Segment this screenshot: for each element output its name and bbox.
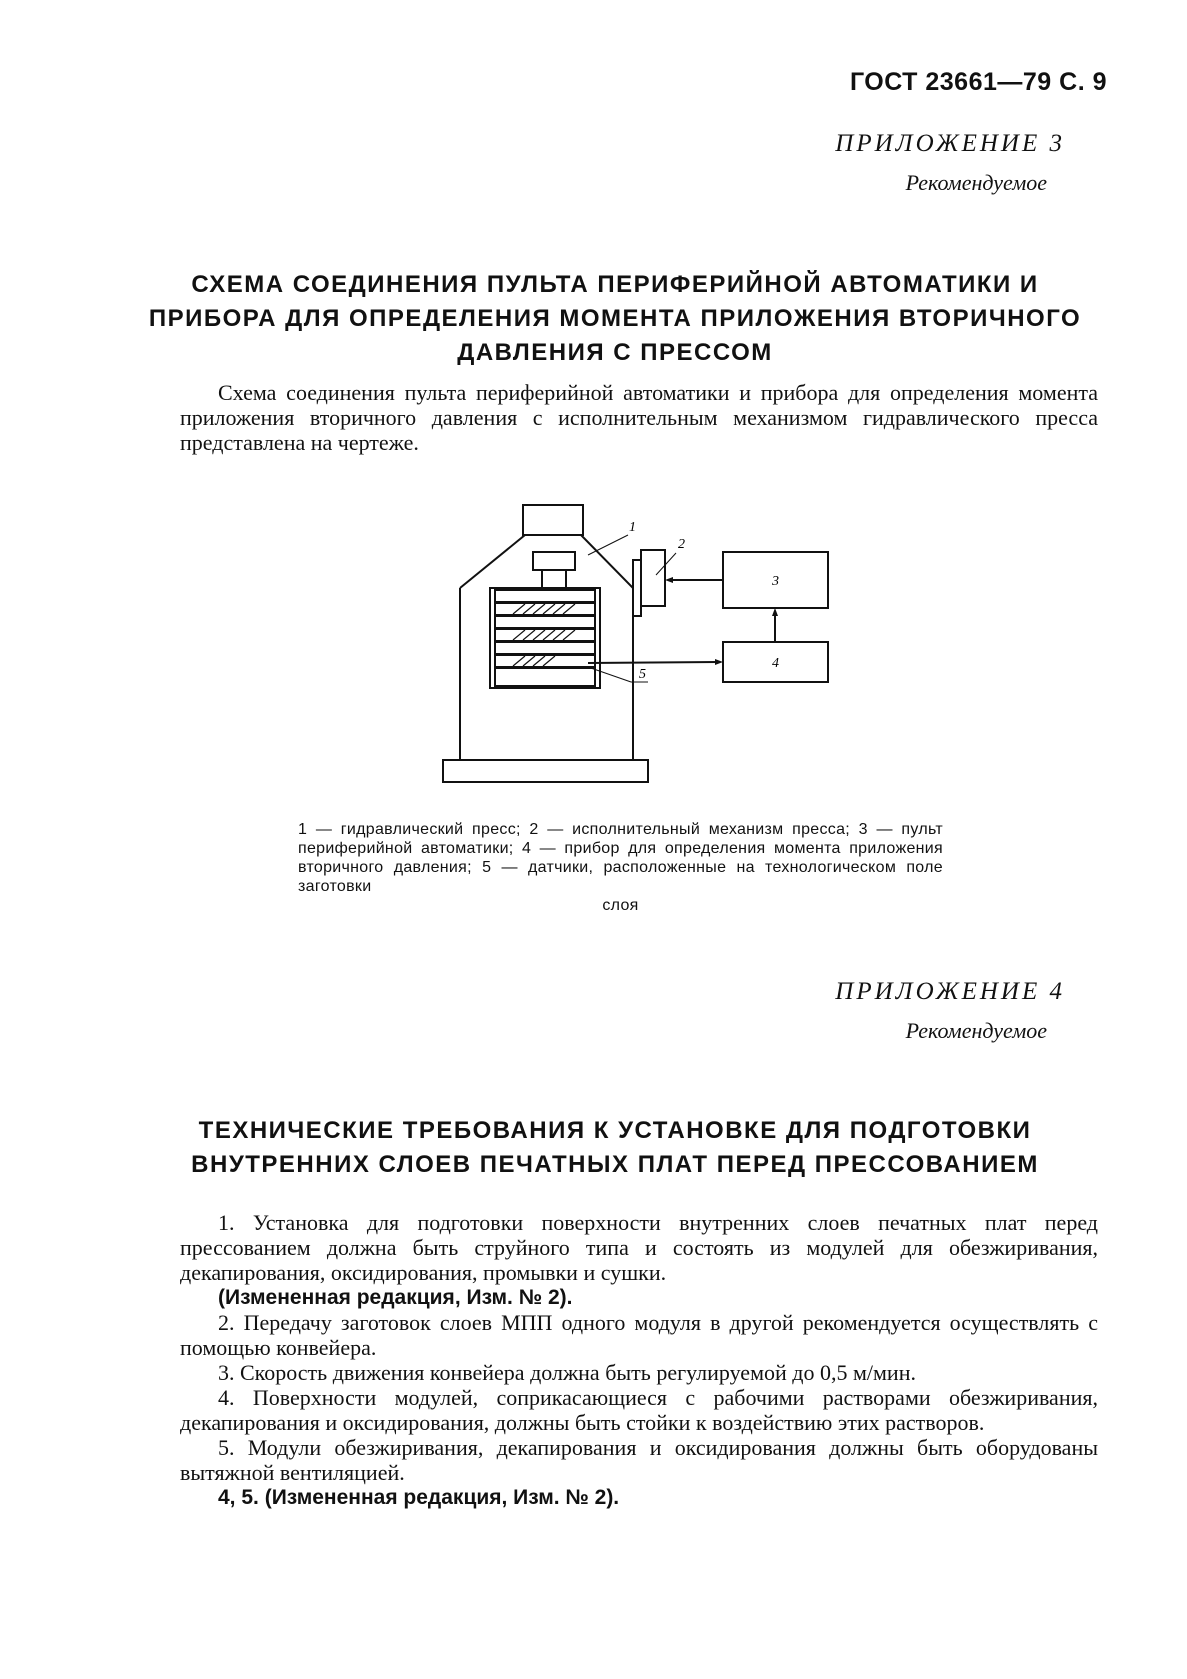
appendix-4-status: Рекомендуемое	[905, 1018, 1047, 1043]
appendix-3-label: ПРИЛОЖЕНИЕ 3	[835, 130, 1065, 157]
hatching	[513, 604, 575, 666]
appendix-4-title-line: ТЕХНИЧЕСКИЕ ТРЕБОВАНИЯ К УСТАНОВКЕ ДЛЯ ПОДГОТОВКИ	[198, 1117, 1032, 1144]
leader-1	[588, 535, 628, 555]
label-3: 3	[772, 574, 779, 589]
requirement-item: 5. Модули обезжиривания, декапирования и оксидирования должны быть оборудованы вытяжной вентиляцией.	[180, 1435, 1098, 1485]
press-connection-diagram	[438, 500, 838, 800]
actuator-mechanism	[641, 550, 665, 606]
arrow-5-to-4	[588, 662, 719, 663]
caption-text: 1 — гидравлический пресс; 2 — исполнительный механизм пресса; 3 — пульт периферийной автоматики; 4 — прибор для определения момента приложения вторичного давления; 5 — датчики, расположенные на технологическом поле заготовки	[298, 821, 943, 895]
paragraph: Схема соединения пульта периферийной автоматики и прибора для определения момента приложения вторичного давления с исполнительным механизмом гидравлического пресса представлена на чертеже.	[180, 380, 1098, 455]
appendix-4-title-line: ВНУТРЕННИХ СЛОЕВ ПЕЧАТНЫХ ПЛАТ ПЕРЕД ПРЕССОВАНИЕМ	[191, 1151, 1039, 1178]
requirement-item: 2. Передачу заготовок слоев МПП одного модуля в другой рекомендуется осуществлять с помощью конвейера.	[180, 1310, 1098, 1360]
label-4: 4	[772, 656, 779, 671]
appendix-3-title-line: ПРИБОРА ДЛЯ ОПРЕДЕЛЕНИЯ МОМЕНТА ПРИЛОЖЕНИЯ ВТОРИЧНОГО	[148, 305, 1082, 332]
label-1: 1	[629, 520, 636, 535]
hydraulic-press	[443, 505, 648, 782]
page-header: ГОСТ 23661—79 С. 9	[849, 68, 1107, 96]
label-2: 2	[678, 537, 685, 552]
appendix-4-body	[180, 1210, 1098, 1510]
actuator-rod	[633, 560, 641, 616]
label-5: 5	[639, 667, 646, 682]
caption-text-last: слоя	[602, 897, 639, 914]
appendix-3-title	[140, 268, 1090, 370]
requirement-item: 3. Скорость движения конвейера должна быть регулируемой до 0,5 м/мин.	[218, 1360, 916, 1385]
appendix-4-title	[140, 1114, 1090, 1182]
requirement-item: 4. Поверхности модулей, соприкасающиеся с рабочими растворами обезжиривания, декапирования и оксидирования, должны быть стойки к воздействию этих растворов.	[180, 1385, 1098, 1435]
appendix-3-title-line: СХЕМА СОЕДИНЕНИЯ ПУЛЬТА ПЕРИФЕРИЙНОЙ АВТОМАТИКИ И	[191, 271, 1039, 298]
amendment-note: (Измененная редакция, Изм. № 2).	[218, 1286, 573, 1309]
appendix-3-body	[180, 380, 1098, 455]
appendix-3-status: Рекомендуемое	[905, 170, 1047, 195]
figure-caption	[298, 820, 943, 915]
requirement-item: 1. Установка для подготовки поверхности внутренних слоев печатных плат перед прессованием должна быть струйного типа и состоять из модулей для обезжиривания, декапирования, оксидирования, промывки и сушки.	[180, 1210, 1098, 1285]
appendix-3-title-line: ДАВЛЕНИЯ С ПРЕССОМ	[457, 339, 773, 366]
appendix-4-label: ПРИЛОЖЕНИЕ 4	[835, 978, 1065, 1005]
amendment-note: 4, 5. (Измененная редакция, Изм. № 2).	[218, 1486, 620, 1509]
